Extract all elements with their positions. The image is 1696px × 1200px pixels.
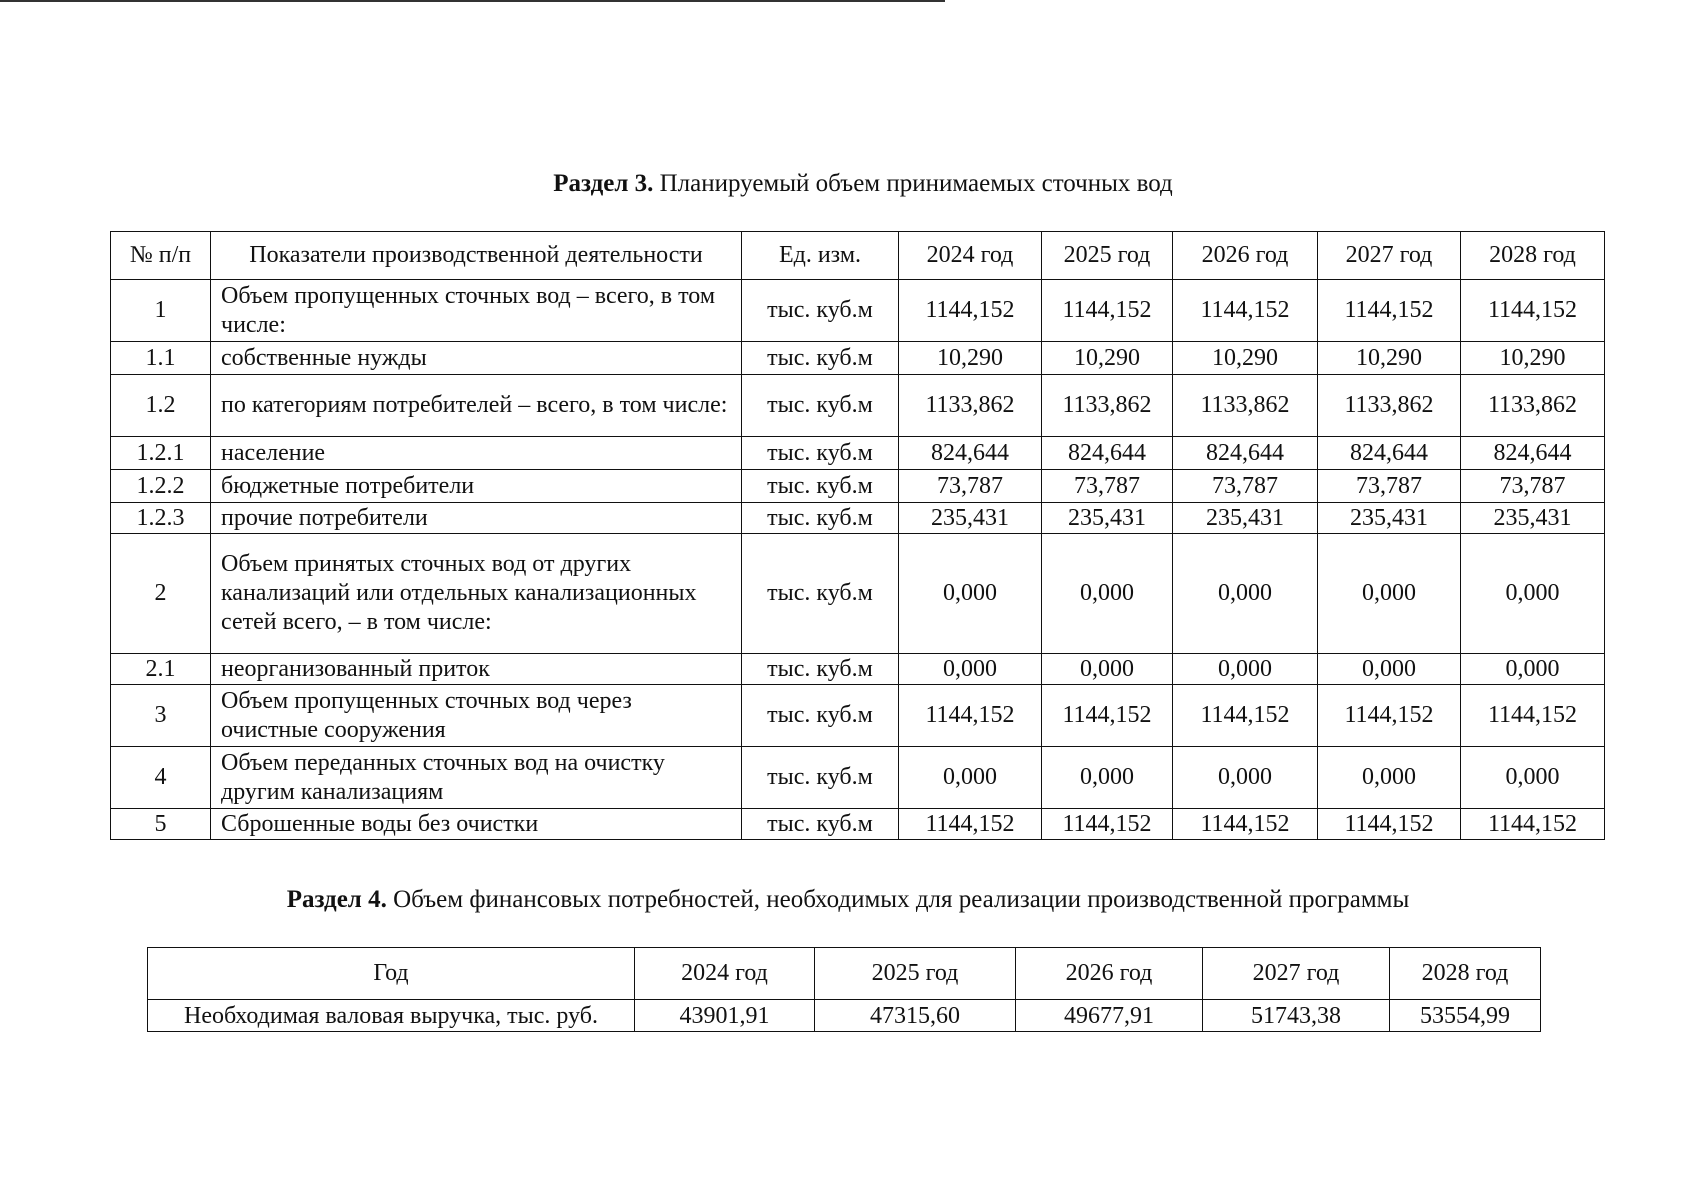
row-value: 1144,152 [899, 809, 1042, 840]
row-unit: тыс. куб.м [742, 809, 899, 840]
row-num: 4 [111, 747, 211, 809]
row-value: 1144,152 [1173, 685, 1318, 747]
row-value: 1133,862 [1318, 375, 1461, 437]
row-name: собственные нужды [211, 342, 742, 375]
row-value: 824,644 [899, 437, 1042, 470]
header-year: 2028 год [1461, 232, 1605, 280]
row-value: 1144,152 [1461, 809, 1605, 840]
row-value: 73,787 [1461, 470, 1605, 503]
row-value: 10,290 [1318, 342, 1461, 375]
table-header-row [111, 232, 1605, 280]
row-value: 73,787 [899, 470, 1042, 503]
header-year: 2027 год [1203, 948, 1390, 1000]
section-4-title-bold: Раздел 4. [286, 886, 387, 913]
row-value: 0,000 [1173, 747, 1318, 809]
row-value: 1144,152 [1318, 809, 1461, 840]
row-unit: тыс. куб.м [742, 534, 899, 654]
header-label: Год [148, 948, 635, 1000]
row-value: 1144,152 [899, 280, 1042, 342]
row-value: 0,000 [1461, 747, 1605, 809]
row-name: население [211, 437, 742, 470]
row-value: 10,290 [899, 342, 1042, 375]
section-4-title [0, 885, 1696, 915]
header-year: 2028 год [1390, 948, 1541, 1000]
row-value: 49677,91 [1016, 1000, 1203, 1032]
row-value: 73,787 [1042, 470, 1173, 503]
table-row [111, 654, 1605, 685]
row-value: 1144,152 [1461, 280, 1605, 342]
table-row [111, 747, 1605, 809]
header-year: 2025 год [815, 948, 1016, 1000]
table-header-row [148, 948, 1541, 1000]
row-value: 0,000 [899, 654, 1042, 685]
row-name: Сброшенные воды без очистки [211, 809, 742, 840]
row-value: 53554,99 [1390, 1000, 1541, 1032]
row-num: 1 [111, 280, 211, 342]
row-name: неорганизованный приток [211, 654, 742, 685]
row-name: по категориям потребителей – всего, в том числе: [211, 375, 742, 437]
row-value: 0,000 [1461, 654, 1605, 685]
row-value: 0,000 [1042, 534, 1173, 654]
table-row [111, 280, 1605, 342]
row-value: 1144,152 [1042, 685, 1173, 747]
header-unit: Ед. изм. [742, 232, 899, 280]
header-name: Показатели производственной деятельности [211, 232, 742, 280]
row-value: 1144,152 [1173, 809, 1318, 840]
row-unit: тыс. куб.м [742, 503, 899, 534]
row-value: 0,000 [1318, 534, 1461, 654]
header-year: 2025 год [1042, 232, 1173, 280]
row-value: 1144,152 [1318, 685, 1461, 747]
row-num: 1.2.1 [111, 437, 211, 470]
row-name: Объем пропущенных сточных вод через очистные сооружения [211, 685, 742, 747]
row-value: 0,000 [899, 747, 1042, 809]
row-num: 5 [111, 809, 211, 840]
section-4-table [147, 947, 1541, 1032]
row-value: 824,644 [1318, 437, 1461, 470]
table-row [111, 375, 1605, 437]
row-value: 47315,60 [815, 1000, 1016, 1032]
row-name: Объем принятых сточных вод от других канализаций или отдельных канализационных сетей всего, – в том числе: [211, 534, 742, 654]
section-3-title [0, 169, 1696, 199]
row-value: 10,290 [1173, 342, 1318, 375]
row-unit: тыс. куб.м [742, 280, 899, 342]
row-value: 1133,862 [1461, 375, 1605, 437]
table-row [111, 809, 1605, 840]
row-name: Объем пропущенных сточных вод – всего, в том числе: [211, 280, 742, 342]
table-row [111, 437, 1605, 470]
row-unit: тыс. куб.м [742, 470, 899, 503]
row-value: 235,431 [899, 503, 1042, 534]
row-value: 1133,862 [1173, 375, 1318, 437]
row-value: 1144,152 [899, 685, 1042, 747]
row-value: 235,431 [1461, 503, 1605, 534]
row-value: 1144,152 [1173, 280, 1318, 342]
section-3-title-text: Планируемый объем принимаемых сточных вод [653, 170, 1173, 197]
header-year: 2024 год [899, 232, 1042, 280]
row-value: 0,000 [1173, 654, 1318, 685]
row-value: 0,000 [899, 534, 1042, 654]
row-unit: тыс. куб.м [742, 747, 899, 809]
row-value: 1144,152 [1042, 809, 1173, 840]
header-year: 2026 год [1016, 948, 1203, 1000]
row-num: 1.1 [111, 342, 211, 375]
header-year: 2026 год [1173, 232, 1318, 280]
row-value: 10,290 [1461, 342, 1605, 375]
row-unit: тыс. куб.м [742, 342, 899, 375]
row-value: 1144,152 [1042, 280, 1173, 342]
header-year: 2024 год [635, 948, 815, 1000]
row-label: Необходимая валовая выручка, тыс. руб. [148, 1000, 635, 1032]
row-value: 1133,862 [899, 375, 1042, 437]
row-value: 10,290 [1042, 342, 1173, 375]
row-value: 824,644 [1461, 437, 1605, 470]
row-value: 1144,152 [1461, 685, 1605, 747]
row-value: 51743,38 [1203, 1000, 1390, 1032]
header-num: № п/п [111, 232, 211, 280]
row-unit: тыс. куб.м [742, 685, 899, 747]
top-rule [0, 0, 945, 2]
row-value: 0,000 [1461, 534, 1605, 654]
section-3-table [110, 231, 1605, 840]
table-row [111, 342, 1605, 375]
row-unit: тыс. куб.м [742, 437, 899, 470]
row-value: 0,000 [1042, 654, 1173, 685]
table-row [111, 685, 1605, 747]
row-unit: тыс. куб.м [742, 654, 899, 685]
table-row [111, 470, 1605, 503]
row-name: бюджетные потребители [211, 470, 742, 503]
row-value: 0,000 [1318, 747, 1461, 809]
row-value: 235,431 [1318, 503, 1461, 534]
row-value: 0,000 [1318, 654, 1461, 685]
row-value: 1144,152 [1318, 280, 1461, 342]
row-value: 1133,862 [1042, 375, 1173, 437]
row-num: 1.2 [111, 375, 211, 437]
row-value: 73,787 [1173, 470, 1318, 503]
row-unit: тыс. куб.м [742, 375, 899, 437]
row-value: 824,644 [1042, 437, 1173, 470]
row-value: 235,431 [1173, 503, 1318, 534]
table-row [111, 503, 1605, 534]
row-name: Объем переданных сточных вод на очистку другим канализациям [211, 747, 742, 809]
row-num: 1.2.3 [111, 503, 211, 534]
row-value: 824,644 [1173, 437, 1318, 470]
row-value: 0,000 [1042, 747, 1173, 809]
row-num: 1.2.2 [111, 470, 211, 503]
table-row [111, 534, 1605, 654]
table-row [148, 1000, 1541, 1032]
row-num: 2.1 [111, 654, 211, 685]
row-name: прочие потребители [211, 503, 742, 534]
header-year: 2027 год [1318, 232, 1461, 280]
row-value: 235,431 [1042, 503, 1173, 534]
section-3-title-bold: Раздел 3. [553, 170, 654, 197]
row-num: 2 [111, 534, 211, 654]
row-value: 0,000 [1173, 534, 1318, 654]
row-value: 43901,91 [635, 1000, 815, 1032]
section-4-title-text: Объем финансовых потребностей, необходимых для реализации производственной программы [386, 886, 1410, 913]
row-num: 3 [111, 685, 211, 747]
row-value: 73,787 [1318, 470, 1461, 503]
